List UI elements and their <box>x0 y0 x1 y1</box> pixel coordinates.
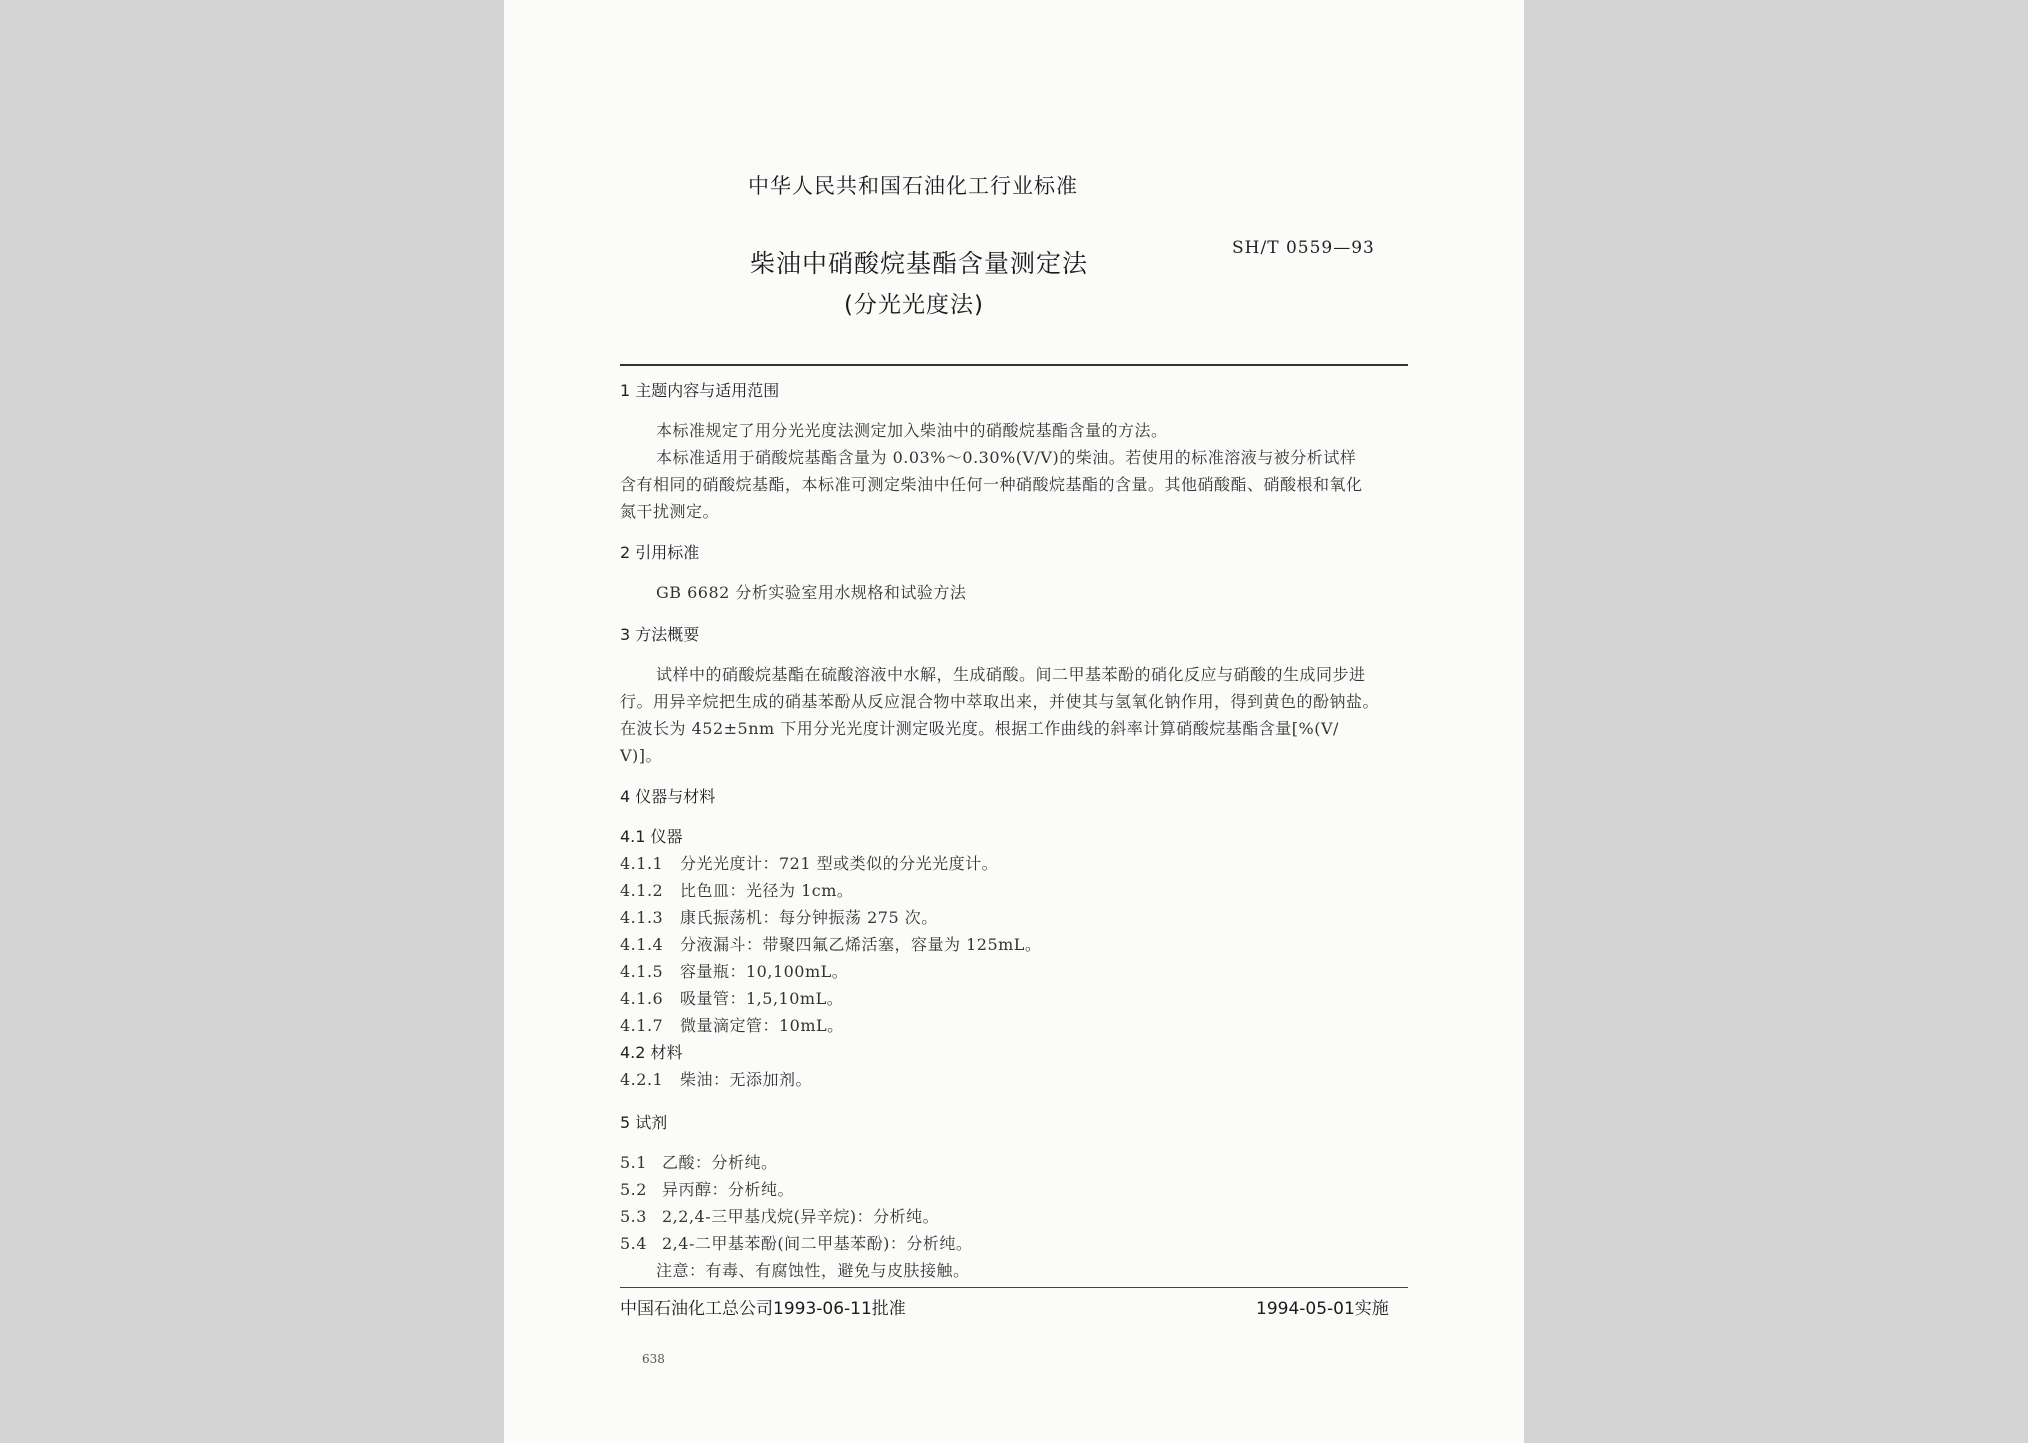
section-3-heading: 3 方法概要 <box>620 625 700 644</box>
item-number: 4.2.1 <box>620 1070 664 1089</box>
item-number: 4.1.7 <box>620 1016 664 1035</box>
section-4-heading: 4 仪器与材料 <box>620 787 716 806</box>
header-rule <box>620 364 1408 366</box>
page-number: 638 <box>642 1352 665 1366</box>
list-item <box>620 851 998 874</box>
item-text: 微量滴定管：10mL。 <box>680 1016 844 1035</box>
item-number: 5.2 <box>620 1180 647 1199</box>
item-text: 比色皿：光径为 1cm。 <box>680 881 854 900</box>
list-item <box>620 1177 794 1200</box>
item-number: 5.4 <box>620 1234 647 1253</box>
item-text: 分液漏斗：带聚四氟乙烯活塞，容量为 125mL。 <box>680 935 1042 954</box>
item-text: 分光光度计：721 型或类似的分光光度计。 <box>680 854 999 873</box>
section-1-para-2-line-3: 氮干扰测定。 <box>620 502 720 521</box>
standard-number: SH/T 0559—93 <box>1232 238 1375 258</box>
document-subtitle: (分光光度法) <box>844 292 984 318</box>
item-text: 康氏振荡机：每分钟振荡 275 次。 <box>680 908 938 927</box>
section-1-para-2-line-1: 本标准适用于硝酸烷基酯含量为 0.03%～0.30%(V/V)的柴油。若使用的标准溶液与被分析试样 <box>656 448 1357 467</box>
section-2-heading: 2 引用标准 <box>620 543 700 562</box>
item-text: 柴油：无添加剂。 <box>680 1070 813 1089</box>
section-3-line-3: 在波长为 452±5nm 下用分光光度计测定吸光度。根据工作曲线的斜率计算硝酸烷基酯含量[%(V/ <box>620 719 1339 738</box>
subsection-4-1-heading: 4.1 仪器 <box>620 827 683 846</box>
item-number: 5.1 <box>620 1153 647 1172</box>
item-text: 容量瓶：10,100mL。 <box>680 962 849 981</box>
subsection-4-2-heading: 4.2 材料 <box>620 1043 683 1062</box>
item-number: 5.3 <box>620 1207 647 1226</box>
section-3-line-2: 行。用异辛烷把生成的硝基苯酚从反应混合物中萃取出来，并使其与氢氧化钠作用，得到黄色的酚钠盐。 <box>620 692 1380 711</box>
item-number: 4.1.1 <box>620 854 664 873</box>
section-1-para-1: 本标准规定了用分光光度法测定加入柴油中的硝酸烷基酯含量的方法。 <box>656 421 1168 440</box>
item-text: 吸量管：1,5,10mL。 <box>680 989 844 1008</box>
safety-note: 注意：有毒、有腐蚀性，避免与皮肤接触。 <box>656 1261 970 1280</box>
list-item <box>620 986 843 1009</box>
list-item <box>620 932 1041 955</box>
list-item <box>620 905 938 928</box>
section-1-heading: 1 主题内容与适用范围 <box>620 381 780 400</box>
list-item <box>620 1067 812 1090</box>
item-number: 4.1.3 <box>620 908 664 927</box>
section-2-reference: GB 6682 分析实验室用水规格和试验方法 <box>656 583 967 602</box>
effective-date: 1994-05-01实施 <box>1256 1299 1389 1319</box>
item-number: 4.1.5 <box>620 962 664 981</box>
item-text: 2,4-二甲基苯酚(间二甲基苯酚)：分析纯。 <box>662 1234 973 1253</box>
document-page <box>504 0 1524 1443</box>
list-item <box>620 1231 972 1254</box>
section-5-heading: 5 试剂 <box>620 1113 668 1132</box>
item-number: 4.1.4 <box>620 935 664 954</box>
list-item <box>620 878 853 901</box>
approval-line: 中国石油化工总公司1993-06-11批准 <box>620 1299 906 1319</box>
org-line: 中华人民共和国石油化工行业标准 <box>748 174 1078 198</box>
list-item <box>620 1204 939 1227</box>
item-number: 4.1.2 <box>620 881 664 900</box>
list-item <box>620 1013 844 1036</box>
section-1-para-2-line-2: 含有相同的硝酸烷基酯，本标准可测定柴油中任何一种硝酸烷基酯的含量。其他硝酸酯、硝酸根和氧化 <box>620 475 1363 494</box>
list-item <box>620 959 848 982</box>
item-text: 2,2,4-三甲基戊烷(异辛烷)：分析纯。 <box>662 1207 940 1226</box>
section-3-line-4: V)]。 <box>620 746 663 765</box>
item-number: 4.1.6 <box>620 989 664 1008</box>
document-title: 柴油中硝酸烷基酯含量测定法 <box>750 249 1089 278</box>
item-text: 乙酸：分析纯。 <box>662 1153 778 1172</box>
list-item <box>620 1150 778 1173</box>
footer-rule <box>620 1287 1408 1288</box>
section-3-line-1: 试样中的硝酸烷基酯在硫酸溶液中水解，生成硝酸。间二甲基苯酚的硝化反应与硝酸的生成同步进 <box>656 665 1366 684</box>
item-text: 异丙醇：分析纯。 <box>662 1180 795 1199</box>
